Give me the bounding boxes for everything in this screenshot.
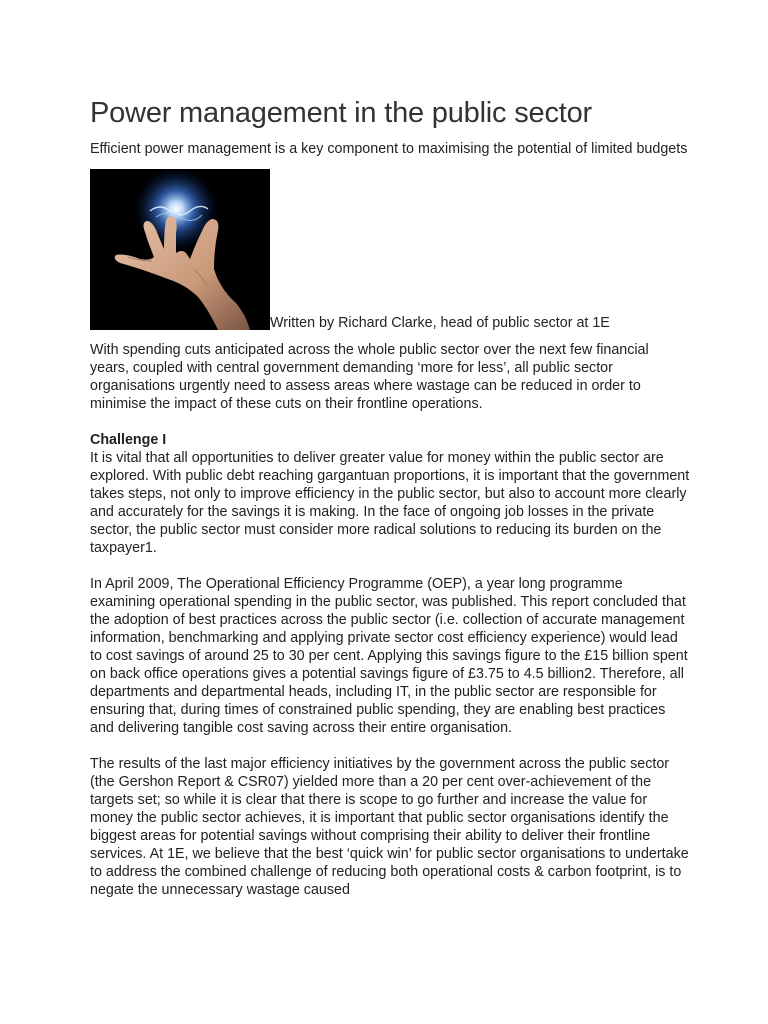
article-paragraph: The results of the last major efficiency initiatives by the government across the public sector (the Gershon Report & CSR07) yielded more than a 20 per cent over-achievement of the targets set; so while it is clear that there is scope to go further and increase the value for money the public sector achieves, it is important that public sector organisations identify the biggest areas for potential savings without comprising their ability to deliver their frontline services. At 1E, we believe that the best ‘quick win’ for public sector organisations to undertake to address the combined challenge of reducing both operational costs & carbon footprint, is to negate the unnecessary wastage caused [90, 756, 689, 898]
article-subtitle: Efficient power management is a key component to maximising the potential of limited budgets [90, 141, 688, 157]
article-paragraph: In April 2009, The Operational Efficiency Programme (OEP), a year long programme examining operational spending in the public sector, was published. This report concluded that the adoption of best practices across the public sector (i.e. collection of accurate management information, benchmarking and applying private sector cost efficiency experience) would lead to cost savings of around 25 to 30 per cent. Applying this savings figure to the £15 billion spent on back office operations gives a potential savings figure of £3.75 to 4.5 billion2. Therefore, all departments and departmental heads, including IT, in the public sector are responsible for ensuring that, during times of constrained public spending, they are enabling best practices and delivering tangible cost saving across their entire organisation. [90, 576, 688, 736]
article-byline: Written by Richard Clarke, head of public sector at 1E [270, 315, 610, 331]
article-paragraph: With spending cuts anticipated across the whole public sector over the next few financial years, coupled with central government demanding ‘more for less’, all public sector organisations urgently need to assess areas where wastage can be reduced in order to minimise the impact of these cuts on their frontline operations. [90, 342, 649, 412]
article-title: Power management in the public sector [90, 97, 592, 129]
section-heading: Challenge I [90, 432, 167, 448]
article-paragraph: It is vital that all opportunities to deliver greater value for money within the public sector are explored. With public debt reaching gargantuan proportions, it is important that the government takes steps, not only to improve efficiency in the public sector, but also to account more clearly and accurately for the savings it is making. In the face of ongoing job losses in the private sector, the public sector must consider more radical solutions to reducing its burden on the taxpayer1. [90, 450, 690, 556]
figure-row [90, 169, 690, 330]
article [90, 92, 690, 899]
hand-holding-energy-orb-image [90, 169, 270, 330]
